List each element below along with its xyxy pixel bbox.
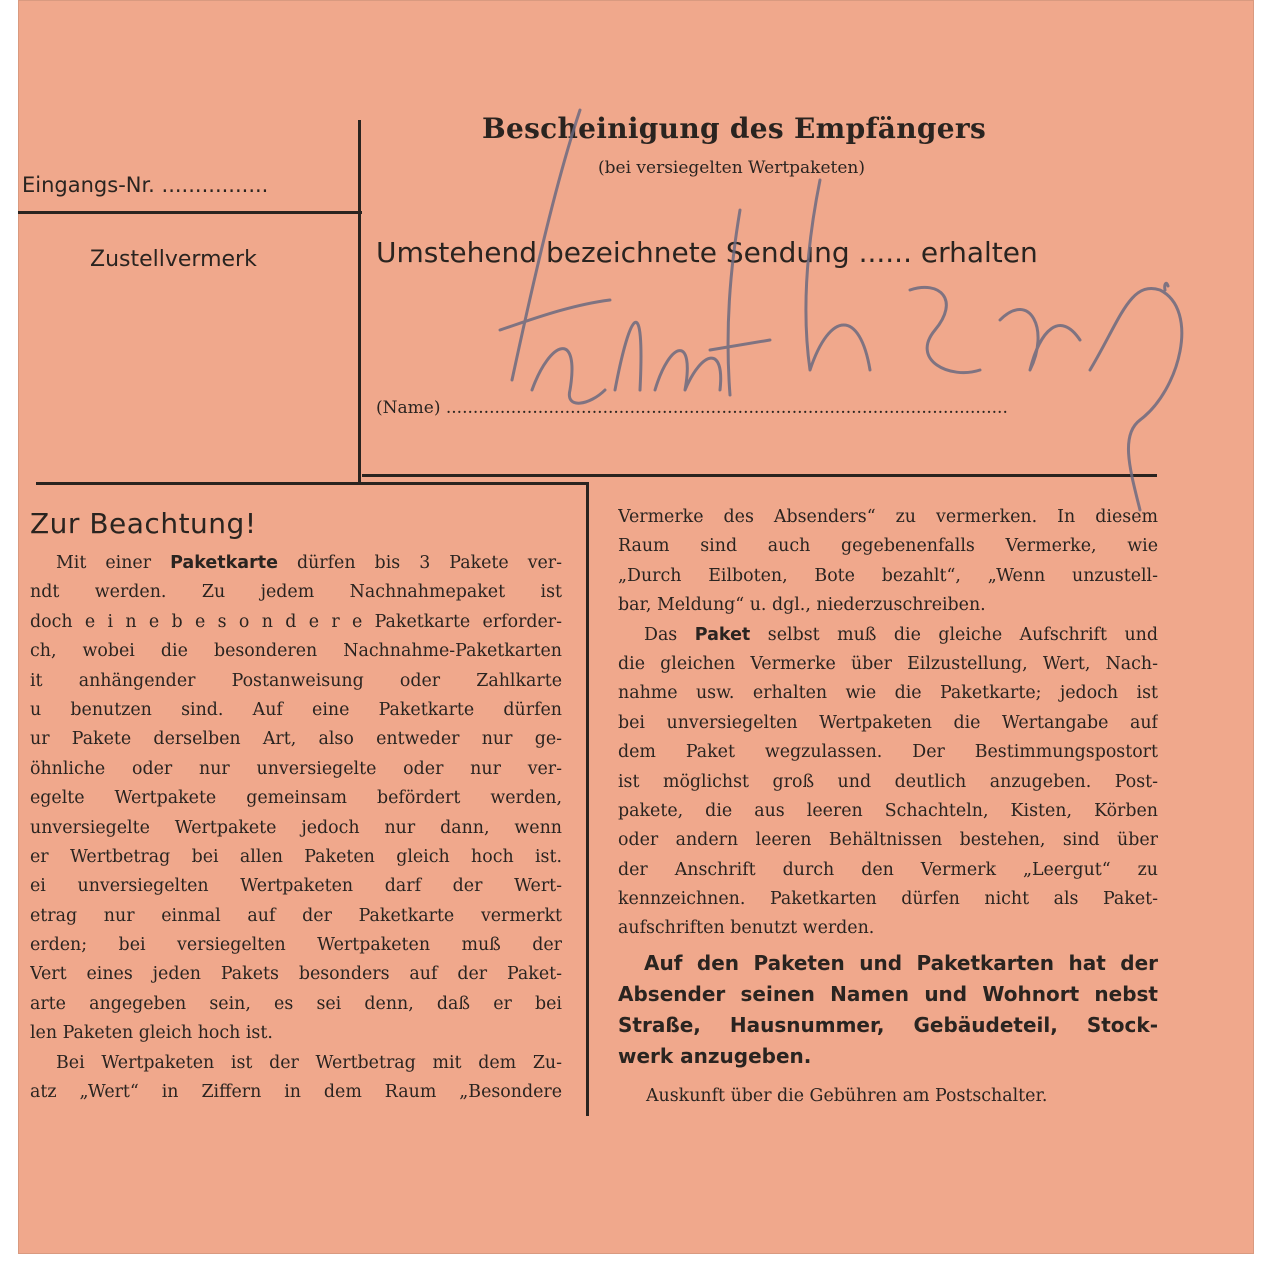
right-line — [618, 591, 1158, 620]
line-text: etrag nur einmal auf der Paketkarte vermerkt — [30, 905, 562, 926]
notice-footer: Auskunft über die Gebühren am Postschalter. — [646, 1086, 1048, 1106]
notice-left-column — [30, 549, 562, 1107]
receipt-title: Bescheinigung des Empfängers — [482, 112, 987, 145]
left-line — [30, 784, 562, 813]
receipt-subtitle: (bei versiegelten Wertpaketen) — [598, 158, 866, 178]
line-text: nahme usw. erhalten wie die Paketkarte; jedoch ist — [618, 683, 1158, 704]
divider-vertical-top — [358, 120, 361, 484]
line-text: it anhängender Postanweisung oder Zahlkarte — [30, 670, 562, 691]
right-line — [618, 621, 1158, 650]
emphasis-text: Paketkarte — [170, 553, 278, 573]
right-line — [618, 709, 1158, 738]
line-text: ch, wobei die besonderen Nachnahme-Paketkarten — [30, 641, 562, 662]
line-text: unversiegelte Wertpakete jedoch nur dann, wenn — [30, 817, 562, 838]
right-line — [618, 738, 1158, 767]
emphasis-text: Paket — [694, 624, 751, 645]
line-text: Vert eines jeden Pakets besonders auf der Paket- — [30, 964, 562, 985]
line-text: ur Pakete derselben Art, also entweder nur ge- — [30, 729, 562, 750]
left-line — [30, 872, 562, 901]
line-text: arte angegeben sein, es sei denn, daß er bei — [30, 993, 562, 1014]
bold-line: werk anzugeben. — [618, 1043, 812, 1068]
right-line — [618, 856, 1158, 885]
zustellvermerk-label: Zustellvermerk — [90, 247, 257, 272]
right-line — [618, 885, 1158, 914]
notice-right-column — [618, 503, 1158, 1072]
left-line — [30, 667, 562, 696]
line-text: „Durch Eilboten, Bote bezahlt“, „Wenn unzustell- — [618, 565, 1158, 586]
divider-eingang — [18, 211, 362, 214]
right-line — [618, 532, 1158, 561]
line-text: erden; bei versiegelten Wertpaketen muß der — [30, 935, 562, 956]
line-text: Bei Wertpaketen ist der Wertbetrag mit dem Zu- — [56, 1052, 562, 1073]
line-text: oder andern leeren Behältnissen bestehen, sind über — [618, 830, 1158, 851]
notice-heading: Zur Beachtung! — [30, 507, 257, 540]
line-text: atz „Wert“ in Ziffern in dem Raum „Besondere — [30, 1082, 562, 1103]
line-text: der Anschrift durch den Vermerk „Leergut“ zu — [618, 859, 1158, 880]
bold-line: Auf den Paketen und Paketkarten hat der — [644, 950, 1158, 975]
line-text: dem Paket wegzulassen. Der Bestimmungspostort — [618, 742, 1158, 763]
divider-columns — [586, 482, 589, 1116]
line-text: ei unversiegelten Wertpaketen darf der Wert- — [30, 876, 562, 897]
left-line — [30, 1049, 562, 1078]
line-text: öhnliche oder nur unversiegelte oder nur ver- — [30, 758, 562, 779]
left-line — [30, 1019, 562, 1048]
right-line — [618, 914, 1158, 943]
line-text: bar, Meldung“ u. dgl., niederzuschreiben. — [618, 595, 986, 616]
line-text: ist möglichst groß und deutlich anzugeben. Post- — [618, 771, 1158, 792]
line-text: doch e i n e b e s o n d e r e Paketkarte erforder- — [30, 611, 562, 632]
left-line — [30, 931, 562, 960]
notice-bold-paragraph — [618, 948, 1158, 1072]
right-line — [618, 826, 1158, 855]
left-line — [30, 637, 562, 666]
name-field: (Name) ........................................................................................................ — [376, 398, 1008, 418]
line-text: dürfen bis 3 Pakete ver- — [277, 553, 562, 573]
bold-line: Absender seinen Namen und Wohnort nebst — [618, 981, 1158, 1006]
line-text: len Paketen gleich hoch ist. — [30, 1023, 273, 1044]
left-line — [30, 843, 562, 872]
right-line — [618, 768, 1158, 797]
line-text: bei unversiegelten Wertpaketen die Wertangabe auf — [618, 712, 1158, 733]
left-line — [30, 902, 562, 931]
line-text: er Wertbetrag bei allen Paketen gleich hoch ist. — [30, 846, 562, 867]
line-text: Das — [644, 624, 695, 645]
left-line — [30, 960, 562, 989]
left-line — [30, 755, 562, 784]
left-line — [30, 608, 562, 637]
line-text: ndt werden. Zu jedem Nachnahmepaket ist — [30, 582, 562, 603]
handwritten-signature — [440, 90, 1220, 530]
left-line — [30, 696, 562, 725]
right-line — [618, 679, 1158, 708]
left-line — [30, 725, 562, 754]
left-line — [30, 814, 562, 843]
line-text: kennzeichnen. Paketkarten dürfen nicht als Paket- — [618, 889, 1158, 910]
line-text: die gleichen Vermerke über Eilzustellung, Wert, Nach- — [618, 653, 1158, 674]
line-text: pakete, die aus leeren Schachteln, Kisten, Körben — [618, 800, 1158, 821]
receipt-statement: Umstehend bezeichnete Sendung ...... erhalten — [376, 236, 1038, 269]
line-text: Mit einer — [56, 553, 171, 573]
line-text: selbst muß die gleiche Aufschrift und — [750, 624, 1158, 645]
left-line — [30, 990, 562, 1019]
eingang-nr-label: Eingangs-Nr. ................ — [22, 173, 269, 197]
line-text: egelte Wertpakete gemeinsam befördert werden, — [30, 788, 562, 809]
right-line — [618, 503, 1158, 532]
line-text: Vermerke des Absenders“ zu vermerken. In diesem — [618, 507, 1158, 527]
right-line — [618, 650, 1158, 679]
left-line — [30, 549, 562, 578]
left-line — [30, 578, 562, 607]
left-line — [30, 1078, 562, 1107]
right-line — [618, 562, 1158, 591]
line-text: u benutzen sind. Auf eine Paketkarte dürfen — [30, 699, 562, 720]
line-text: Raum sind auch gegebenenfalls Vermerke, wie — [618, 536, 1158, 557]
line-text: aufschriften benutzt werden. — [618, 918, 875, 939]
right-line — [618, 797, 1158, 826]
bold-line: Straße, Hausnummer, Gebäudeteil, Stock- — [618, 1012, 1158, 1037]
